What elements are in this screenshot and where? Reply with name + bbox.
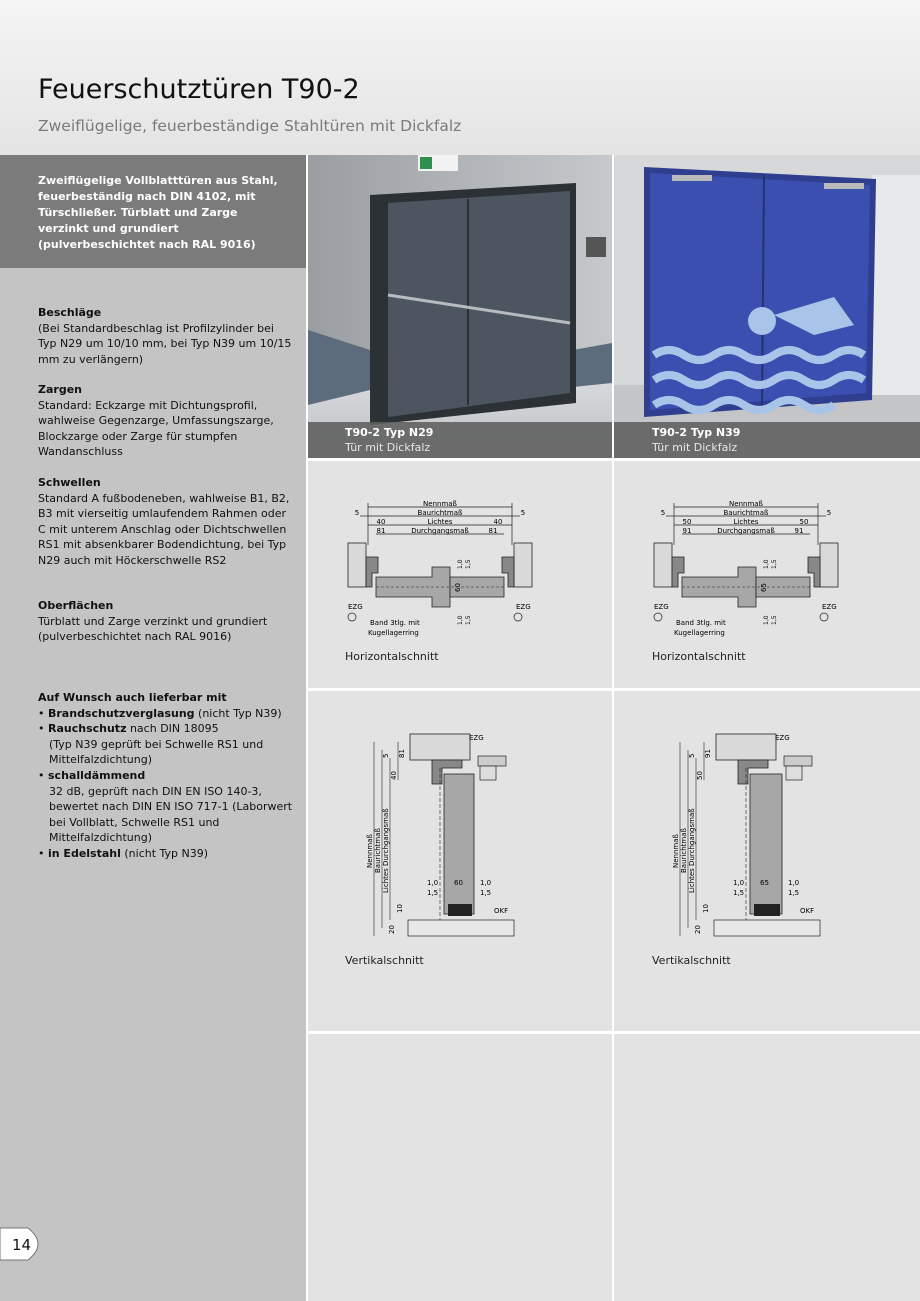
section-heading: Oberflächen	[38, 599, 114, 612]
dim-frame-a: 40	[493, 518, 503, 526]
label-ezg: EZG	[822, 603, 837, 611]
product-subtitle: Tür mit Dickfalz	[652, 441, 738, 454]
dim-frame-a: 40	[390, 771, 398, 780]
label-lichtes: Lichtes	[733, 518, 759, 526]
dim-gap: 10	[702, 904, 710, 913]
dim-side: 5	[520, 509, 526, 517]
label-durchgangsmass: Durchgangsmaß	[411, 527, 469, 535]
label-okf: OKF	[494, 907, 509, 915]
dim-side: 5	[354, 509, 360, 517]
product-subtitle: Tür mit Dickfalz	[345, 441, 431, 454]
page-number: 14	[12, 1236, 32, 1254]
option-note: (nicht Typ N39)	[120, 846, 209, 860]
label-durchgangsmass: Durchgangsmaß	[717, 527, 775, 535]
option-detail: 32 dB, geprüft nach DIN EN ISO 140-3, bewertet nach DIN EN ISO 717-1 (Laborwert bei Vollblatt, Schwelle RS1 und Mittelfalzdichtung)	[49, 784, 293, 845]
label-band: Band 3tlg. mit	[676, 619, 726, 627]
dim-frame-b: 81	[398, 749, 406, 758]
label-okf: OKF	[800, 907, 815, 915]
photo-n39-door	[614, 155, 920, 458]
label-nennmass: Nennmaß	[729, 500, 763, 508]
section-heading: Beschläge	[38, 306, 102, 319]
dim-tol-a: 1,0	[763, 615, 770, 625]
options-heading: Auf Wunsch auch lieferbar mit	[38, 691, 227, 704]
photo-n29-door	[308, 155, 612, 458]
label-baurichtmass: Baurichtmaß	[374, 828, 382, 873]
dim-tol-b: 1,5	[465, 559, 472, 569]
dim-tol-a: 1,0	[733, 879, 745, 887]
section-schwellen	[38, 475, 293, 569]
label-ezg: EZG	[775, 734, 790, 742]
dim-floor: 20	[388, 925, 396, 934]
dim-thickness: 60	[454, 583, 462, 592]
option-name: Rauchschutz	[48, 722, 127, 736]
label-ezg: EZG	[469, 734, 484, 742]
label-ezg: EZG	[654, 603, 669, 611]
label-baurichtmass: Baurichtmaß	[680, 828, 688, 873]
dim-tol-a: 1,0	[788, 879, 800, 887]
dim-tol-b: 1,5	[788, 889, 800, 897]
dim-tol-a: 1,0	[763, 559, 770, 569]
vertical-section-n39	[658, 728, 828, 944]
section-text: Standard: Eckzarge mit Dichtungsprofil, wahlweise Gegenzarge, Umfassungszarge, Blockzarge oder Zarge für stumpfen Wandanschluss	[38, 398, 274, 459]
panel-empty-left	[308, 1034, 612, 1301]
dim-tol-b: 1,5	[771, 615, 778, 625]
dim-floor: 20	[694, 925, 702, 934]
dim-frame-b: 81	[376, 527, 386, 535]
dim-tol-a: 1,0	[480, 879, 492, 887]
label-lichtes-durchgangsmass: Lichtes Durchgangsmaß	[382, 808, 390, 893]
dim-side: 5	[826, 509, 832, 517]
page-subtitle: Zweiflügelige, feuerbeständige Stahltüren mit Dickfalz	[38, 117, 462, 135]
vertical-label: Vertikalschnitt	[345, 954, 424, 967]
horizontal-section-n39	[646, 497, 846, 639]
label-baurichtmass: Baurichtmaß	[417, 509, 463, 517]
dim-frame-b: 91	[682, 527, 692, 535]
section-beschlaege	[38, 305, 293, 367]
dim-side: 5	[382, 753, 390, 758]
page-title: Feuerschutztüren T90-2	[38, 74, 360, 105]
product-title: T90-2 Typ N29	[345, 426, 434, 439]
options-list	[38, 690, 298, 862]
label-baurichtmass: Baurichtmaß	[723, 509, 769, 517]
list-item: • Rauchschutz nach DIN 18095 (Typ N39 geprüft bei Schwelle RS1 und Mittelfalzdichtung)	[38, 721, 298, 768]
label-kugellager: Kugellagerring	[368, 629, 419, 637]
dim-frame-a: 50	[682, 518, 692, 526]
dim-frame-a: 40	[376, 518, 386, 526]
section-text: Türblatt und Zarge verzinkt und grundiert (pulverbeschichtet nach RAL 9016)	[38, 614, 268, 644]
dim-thickness: 65	[760, 879, 769, 887]
label-lichtes-durchgangsmass: Lichtes Durchgangsmaß	[688, 808, 696, 893]
dim-frame-b: 91	[704, 749, 712, 758]
horizontal-section-n29	[340, 497, 540, 639]
dim-tol-b: 1,5	[733, 889, 745, 897]
label-nennmass: Nennmaß	[366, 834, 374, 868]
dim-frame-b: 81	[488, 527, 498, 535]
label-ezg: EZG	[348, 603, 363, 611]
label-kugellager: Kugellagerring	[674, 629, 725, 637]
option-name: Brandschutzverglasung	[48, 706, 195, 720]
dim-side: 5	[688, 753, 696, 758]
product-title: T90-2 Typ N39	[652, 426, 741, 439]
label-nennmass: Nennmaß	[423, 500, 457, 508]
dim-frame-a: 50	[696, 771, 704, 780]
label-nennmass: Nennmaß	[672, 834, 680, 868]
section-text: (Bei Standardbeschlag ist Profilzylinder bei Typ N29 um 10/10 mm, bei Typ N39 um 10/15 mm zu verlängern)	[38, 321, 292, 366]
dim-side: 5	[660, 509, 666, 517]
dim-frame-a: 50	[799, 518, 809, 526]
dim-thickness: 65	[760, 583, 768, 592]
label-band: Band 3tlg. mit	[370, 619, 420, 627]
dim-tol-b: 1,5	[771, 559, 778, 569]
horizontal-label: Horizontalschnitt	[345, 650, 439, 663]
dim-tol-a: 1,0	[427, 879, 439, 887]
dim-tol-a: 1,0	[457, 559, 464, 569]
dim-gap: 10	[396, 904, 404, 913]
dim-tol-a: 1,0	[457, 615, 464, 625]
vertical-label: Vertikalschnitt	[652, 954, 731, 967]
panel-empty-right	[614, 1034, 920, 1301]
dim-tol-b: 1,5	[427, 889, 439, 897]
intro-text: Zweiflügelige Vollblatttüren aus Stahl, feuerbeständig nach DIN 4102, mit Türschließer. Türblatt und Zarge verzinkt und grundiert (pulverbeschichtet nach RAL 9016)	[38, 174, 278, 251]
option-note: nach DIN 18095	[126, 722, 219, 736]
label-lichtes: Lichtes	[427, 518, 453, 526]
section-text: Standard A fußbodeneben, wahlweise B1, B2, B3 mit vierseitig umlaufendem Rahmen oder C mit unterem Anschlag oder Dichtschwellen RS1 mit absenkbarer Bodendichtung, bei Typ N29 auch mit Höckerschwelle RS2	[38, 491, 290, 567]
section-heading: Zargen	[38, 383, 82, 396]
vertical-section-n29	[352, 728, 522, 944]
dim-thickness: 60	[454, 879, 463, 887]
option-name: schalldämmend	[48, 768, 146, 782]
section-heading: Schwellen	[38, 476, 101, 489]
list-item: • Brandschutzverglasung (nicht Typ N39)	[38, 706, 282, 720]
dim-tol-b: 1,5	[480, 889, 492, 897]
list-item: • in Edelstahl (nicht Typ N39)	[38, 846, 209, 860]
dim-frame-b: 91	[794, 527, 804, 535]
horizontal-label: Horizontalschnitt	[652, 650, 746, 663]
dim-tol-b: 1,5	[465, 615, 472, 625]
option-name: in Edelstahl	[48, 846, 121, 860]
section-oberflaechen	[38, 598, 293, 645]
list-item: • schalldämmend 32 dB, geprüft nach DIN EN ISO 140-3, bewertet nach DIN EN ISO 717-1 (Laborwert bei Vollblatt, Schwelle RS1 und Mittelfalzdichtung)	[38, 768, 298, 846]
option-note: (nicht Typ N39)	[194, 706, 282, 720]
label-ezg: EZG	[516, 603, 531, 611]
section-zargen	[38, 382, 293, 460]
option-detail: (Typ N39 geprüft bei Schwelle RS1 und Mittelfalzdichtung)	[49, 737, 264, 767]
